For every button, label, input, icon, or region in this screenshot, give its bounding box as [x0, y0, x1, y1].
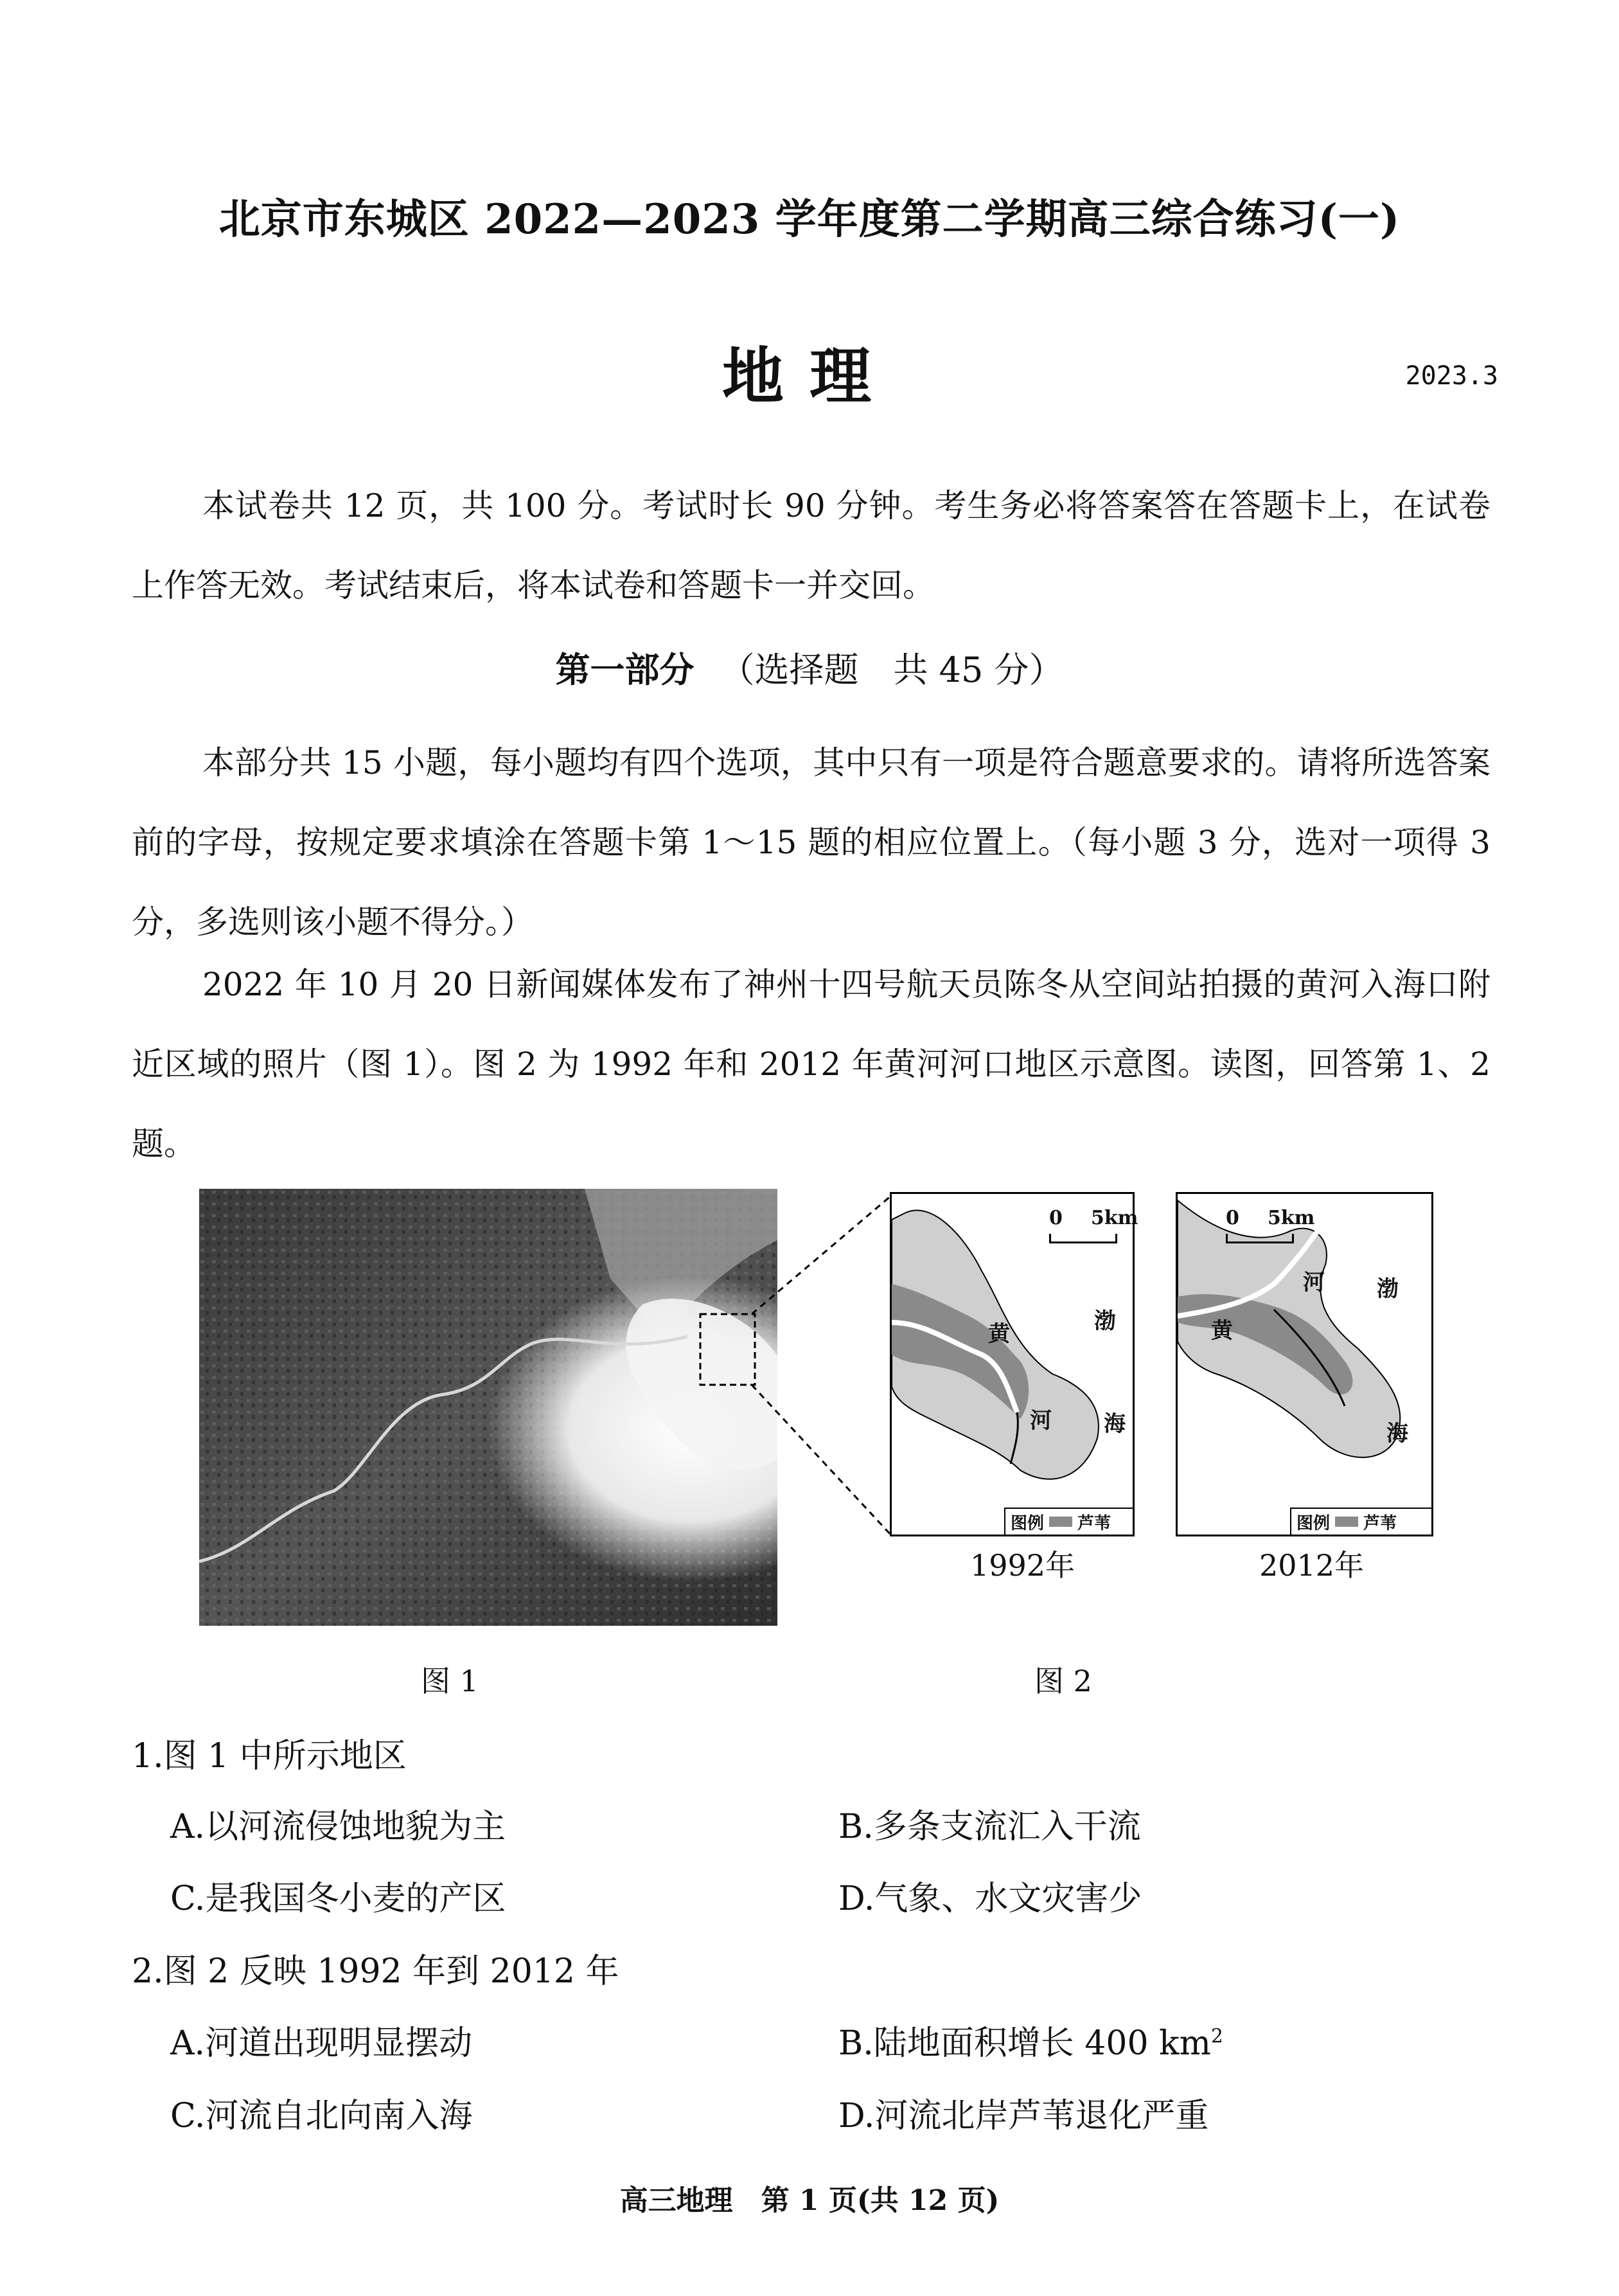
question-2-stem: 2.图 2 反映 1992 年到 2012 年 — [132, 1952, 619, 1991]
satellite-photo — [199, 1189, 777, 1626]
exam-title: 北京市东城区 2022—2023 学年度第二学期高三综合练习(一) — [218, 195, 1401, 244]
question-1-stem: 1.图 1 中所示地区 — [132, 1737, 407, 1775]
map-legend — [1004, 1508, 1133, 1535]
q1-option-b: B.多条支流汇入干流 — [838, 1808, 1141, 1846]
map-label-bo: 渤 — [1377, 1276, 1399, 1302]
legend-title: 图例 — [1296, 1513, 1331, 1533]
map-label-he: 河 — [1030, 1408, 1052, 1434]
legend-item: 芦苇 — [1077, 1513, 1111, 1533]
map2-year: 2012年 — [1259, 1548, 1365, 1583]
scale-bar — [1049, 1234, 1117, 1243]
map-2012 — [1176, 1192, 1433, 1536]
map-legend — [1290, 1508, 1431, 1535]
scale-zero: 0 — [1049, 1207, 1063, 1229]
section-instructions: 本部分共 15 小题，每小题均有四个选项，其中只有一项是符合题意要求的。请将所选答案前的字母，按规定要求填涂在答题卡第 1～15 题的相应位置上。（每小题 3 分，选对一项得 3 分，多选则该小题不得分。） — [132, 744, 1491, 941]
subject-title: 地理 — [722, 340, 897, 413]
scale-zero: 0 — [1226, 1207, 1239, 1229]
section-note: （选择题 共 45 分） — [720, 650, 1064, 690]
legend-swatch — [1049, 1517, 1072, 1527]
map-label-huang: 黄 — [1211, 1318, 1233, 1344]
section-header — [0, 643, 1619, 692]
section-heading: 第一部分 — [555, 649, 694, 690]
map-label-huang: 黄 — [988, 1321, 1010, 1347]
q2-option-b-superscript: 2 — [1210, 2025, 1223, 2048]
q2-option-b — [838, 2016, 1223, 2064]
map-label-bo: 渤 — [1094, 1308, 1116, 1334]
q1-option-c: C.是我国冬小麦的产区 — [170, 1880, 506, 1918]
q2-option-b-text: B.陆地面积增长 400 km — [838, 2024, 1211, 2063]
question-stem: 2022 年 10 月 20 日新闻媒体发布了神州十四号航天员陈冬从空间站拍摄的黄河入海口附近区域的照片（图 1）。图 2 为 1992 年和 2012 年黄河河口地区示意图。读图，回答第 1、2 题。 — [132, 966, 1491, 1162]
map-1992 — [890, 1192, 1138, 1536]
q2-option-c: C.河流自北向南入海 — [170, 2097, 473, 2135]
figure1-caption: 图 1 — [421, 1664, 479, 1698]
legend-title: 图例 — [1011, 1513, 1045, 1533]
zoom-connector — [752, 1189, 906, 1549]
scale-bar — [1226, 1234, 1294, 1243]
q1-option-a: A.以河流侵蚀地貌为主 — [170, 1808, 506, 1846]
map1-year: 1992年 — [970, 1548, 1075, 1583]
q2-option-a: A.河道出现明显摆动 — [170, 2024, 473, 2063]
scale-five-km: 5km — [1268, 1207, 1315, 1229]
exam-date: 2023.3 — [1405, 361, 1498, 391]
q1-option-d: D.气象、水文灾害少 — [838, 1880, 1142, 1918]
q2-option-d: D.河流北岸芦苇退化严重 — [838, 2097, 1209, 2135]
map-label-hai: 海 — [1386, 1421, 1408, 1446]
map-label-he: 河 — [1303, 1270, 1325, 1295]
page-footer: 高三地理 第 1 页(共 12 页) — [619, 2184, 1000, 2217]
map-label-hai: 海 — [1104, 1411, 1126, 1437]
scale-five-km: 5km — [1091, 1207, 1138, 1229]
legend-swatch — [1335, 1517, 1358, 1527]
legend-item: 芦苇 — [1363, 1513, 1397, 1533]
figure2-caption: 图 2 — [1034, 1664, 1092, 1698]
intro-paragraph: 本试卷共 12 页，共 100 分。考试时长 90 分钟。考生务必将答案答在答题卡上，在试卷上作答无效。考试结束后，将本试卷和答题卡一并交回。 — [132, 487, 1491, 604]
